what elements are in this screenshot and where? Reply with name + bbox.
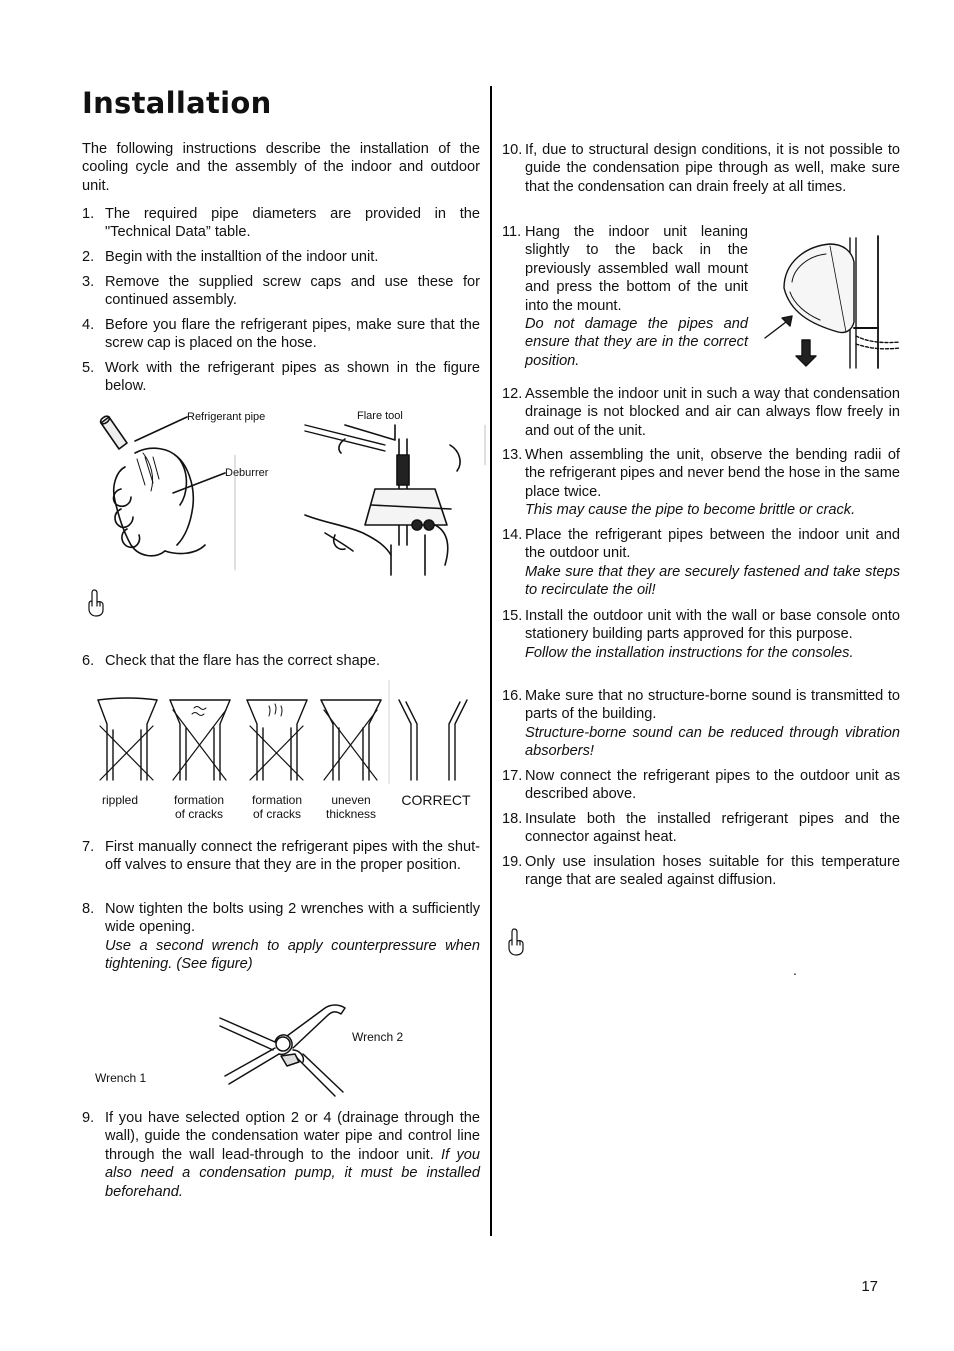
item-body bbox=[525, 607, 900, 662]
item-number: 19. bbox=[502, 854, 523, 870]
item-number: 9. bbox=[82, 1110, 95, 1126]
list-item bbox=[502, 526, 900, 602]
stray-dot: . bbox=[793, 962, 797, 978]
item-note: Make sure that they are securely fastened and take steps to recirculate the oil! bbox=[525, 563, 900, 599]
item-body bbox=[105, 1109, 480, 1201]
item-number: 4. bbox=[82, 317, 95, 333]
intro-paragraph: The following instructions describe the installation of the cooling cycle and the assembly of the indoor and outdoor unit. bbox=[82, 141, 480, 194]
list-item bbox=[502, 385, 900, 443]
item-number: 7. bbox=[82, 839, 95, 855]
item-number: 3. bbox=[82, 274, 95, 290]
item-text: When assembling the unit, observe the bending radii of the refrigerant pipes and never bend the hose in the same place twice. bbox=[525, 447, 900, 500]
item-text: Make sure that no structure-borne sound is transmitted to parts of the building. bbox=[525, 688, 900, 723]
label-flare-tool: Flare tool bbox=[357, 410, 403, 422]
list-item bbox=[502, 853, 900, 891]
flare-shapes-figure bbox=[95, 680, 480, 790]
column-divider bbox=[490, 86, 492, 1236]
item-number: 16. bbox=[502, 688, 523, 704]
item-body bbox=[525, 687, 900, 761]
list-item bbox=[502, 141, 900, 217]
item-note: If you also need a condensation pump, it must be installed beforehand. bbox=[105, 1146, 480, 1200]
item-number: 12. bbox=[502, 386, 523, 402]
flare-caption-uneven: uneven thickness bbox=[325, 793, 377, 821]
item-text: Install the outdoor unit with the wall or base console onto stationery building parts approved for this purpose. bbox=[525, 608, 900, 643]
item-text: Place the refrigerant pipes between the indoor unit and the outdoor unit. bbox=[525, 527, 900, 562]
flare-caption-cracks-2: formation of cracks bbox=[251, 793, 303, 821]
item-text: Hang the indoor unit leaning slightly to the back in the previously assembled wall mount and press the bottom of the unit into the mount. bbox=[525, 224, 748, 314]
list-item bbox=[82, 248, 480, 268]
item-text: If you have selected option 2 or 4 (drainage through the wall), guide the condensation water pipe and control line through the wall lead-through to the indoor unit. bbox=[105, 1110, 480, 1163]
item-note: This may cause the pipe to become brittle or crack. bbox=[525, 502, 856, 519]
item-text: Begin with the installtion of the indoor unit. bbox=[105, 249, 379, 265]
list-item bbox=[82, 316, 480, 354]
item-text: First manually connect the refrigerant pipes with the shut-off valves to ensure that they are in the proper position. bbox=[105, 839, 480, 874]
list-item bbox=[82, 273, 480, 311]
item-text: Assemble the indoor unit in such a way that condensation drainage is not blocked and air can always flow freely in and out of the unit. bbox=[525, 386, 900, 439]
list-item bbox=[82, 205, 480, 243]
item-text: Remove the supplied screw caps and use these for continued assembly. bbox=[105, 274, 480, 309]
list-item bbox=[82, 652, 480, 672]
list-item bbox=[502, 607, 900, 683]
item-number: 14. bbox=[502, 527, 523, 543]
item-text: Check that the flare has the correct shape. bbox=[105, 653, 381, 669]
list-item bbox=[502, 810, 900, 848]
flare-caption-rippled: rippled bbox=[101, 793, 139, 807]
item-body bbox=[525, 446, 900, 520]
item-text: The required pipe diameters are provided in the "Technical Data” table. bbox=[105, 206, 480, 241]
page-title: Installation bbox=[82, 86, 272, 120]
item-body bbox=[525, 526, 900, 600]
item-body bbox=[105, 900, 480, 974]
list-item bbox=[82, 838, 480, 896]
list-item bbox=[82, 1109, 480, 1205]
list-item bbox=[502, 767, 900, 805]
wrench-figure bbox=[215, 1000, 350, 1100]
item-number: 13. bbox=[502, 447, 523, 463]
list-item bbox=[82, 900, 480, 978]
item-note: Structure-borne sound can be reduced through vibration absorbers! bbox=[525, 724, 900, 760]
label-refrigerant-pipe: Refrigerant pipe bbox=[187, 411, 266, 423]
label-deburrer: Deburrer bbox=[225, 467, 269, 479]
item-text: Only use insulation hoses suitable for this temperature range that are sealed against diffusion. bbox=[525, 854, 900, 889]
list-item bbox=[502, 446, 900, 522]
item-number: 5. bbox=[82, 360, 95, 376]
item-number: 8. bbox=[82, 901, 95, 917]
item-text: Now connect the refrigerant pipes to the outdoor unit as described above. bbox=[525, 768, 900, 803]
item-body bbox=[525, 223, 748, 370]
label-wrench-1: Wrench 1 bbox=[95, 1071, 147, 1085]
flare-caption-correct: CORRECT bbox=[401, 792, 471, 808]
item-note: Use a second wrench to apply counterpressure when tightening. (See figure) bbox=[105, 937, 480, 973]
hand-pointer-icon bbox=[506, 927, 526, 957]
item-number: 10. bbox=[502, 142, 523, 158]
item-number: 11. bbox=[502, 224, 522, 240]
page-number: 17 bbox=[861, 1278, 878, 1295]
item-number: 15. bbox=[502, 608, 523, 624]
item-number: 6. bbox=[82, 653, 95, 669]
item-text: Work with the refrigerant pipes as shown in the figure below. bbox=[105, 360, 480, 395]
item-number: 2. bbox=[82, 249, 95, 265]
flare-rippled bbox=[98, 698, 157, 780]
label-wrench-2: Wrench 2 bbox=[352, 1030, 404, 1044]
item-text: Now tighten the bolts using 2 wrenches with a sufficiently wide opening. bbox=[105, 901, 480, 936]
hand-pointer-icon bbox=[86, 588, 106, 618]
item-number: 17. bbox=[502, 768, 523, 784]
deburring-flaring-figure bbox=[95, 405, 485, 575]
item-note: Follow the installation instructions for the consoles. bbox=[525, 644, 854, 661]
item-text: If, due to structural design conditions, it is not possible to guide the condensation pipe through as well, make sure that the condensation can drain freely at all times. bbox=[525, 142, 900, 195]
item-number: 18. bbox=[502, 811, 523, 827]
indoor-unit-mount-figure bbox=[760, 232, 902, 372]
item-text: Before you flare the refrigerant pipes, make sure that the screw cap is placed on the hose. bbox=[105, 317, 480, 352]
item-note: Do not damage the pipes and ensure that they are in the correct position. bbox=[525, 316, 748, 369]
list-item bbox=[82, 359, 480, 397]
item-text: Insulate both the installed refrigerant pipes and the connector against heat. bbox=[525, 811, 900, 846]
item-number: 1. bbox=[82, 206, 95, 222]
flare-caption-cracks-1: formation of cracks bbox=[173, 793, 225, 821]
list-item bbox=[502, 687, 900, 763]
